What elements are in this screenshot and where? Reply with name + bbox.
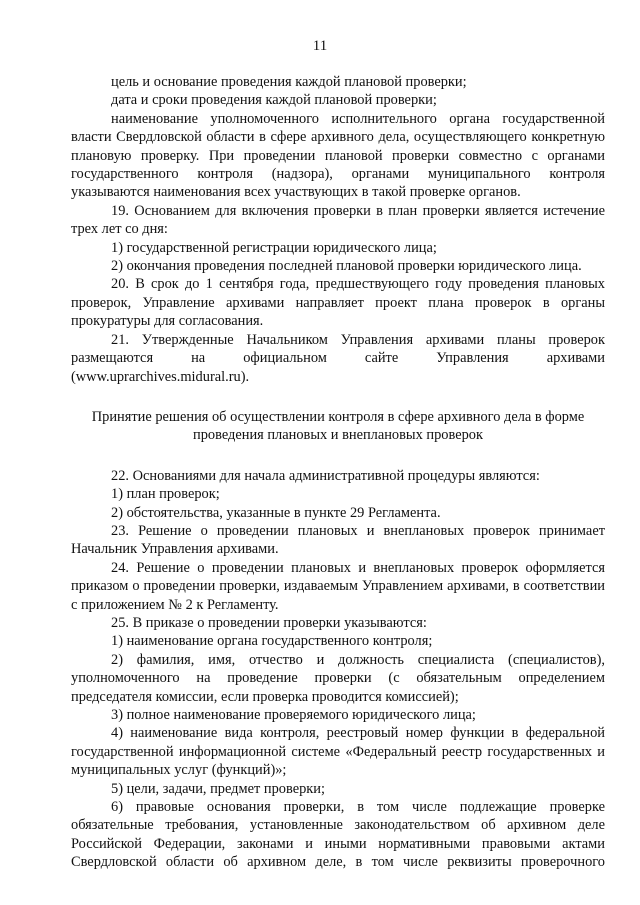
document-body (71, 73, 605, 872)
paragraph: цель и основание проведения каждой плановой проверки; (111, 74, 467, 90)
list-item: 6) правовые основания проверки, в том числе подлежащие проверке обязательные требования, установленные законодательством об архивном деле Российской Федерации, законами и иными нормативными правовыми актами Свердловской области об архивном деле, в том числе реквизиты проверочного (71, 799, 605, 871)
list-item: 1) наименование органа государственного контроля; (111, 633, 433, 650)
section-heading: Принятие решения об осуществлении контроля в сфере архивного дела в форме проведения плановых и внеплановых проверок (91, 408, 585, 444)
paragraph-item-20: 20. В срок до 1 сентября года, предшествующего году проведения плановых проверок, Управление архивами направляет проект плана проверок в органы прокуратуры для согласования. (71, 276, 605, 330)
list-item: 3) полное наименование проверяемого юридического лица; (111, 707, 476, 723)
list-item: 1) государственной регистрации юридического лица; (111, 239, 437, 256)
list-item: 4) наименование вида контроля, реестровый номер функции в федеральной государственной информационной системе «Федеральный реестр государственных и муниципальных услуг (функций)»; (71, 725, 605, 779)
page-number: 11 (312, 38, 328, 54)
paragraph: наименование уполномоченного исполнительного органа государственной власти Свердловской области в сфере архивного дела, осуществляющего конкретную плановую проверку. При проведении плановой проверки совместно с органами государственного контроля (надзора), органами муниципального контроля указываются наименования всех участвующих в такой проверке органов. (71, 110, 605, 201)
list-item: 2) окончания проведения последней плановой проверки юридического лица. (111, 258, 582, 275)
paragraph-item-19: 19. Основанием для включения проверки в план проверки является истечение трех лет со дня: (71, 202, 605, 238)
list-item: 1) план проверок; (111, 486, 220, 503)
paragraph-item-25: 25. В приказе о проведении проверки указываются: (111, 614, 427, 631)
list-item: 2) фамилия, имя, отчество и должность специалиста (специалистов), уполномоченного на проведение проверки (с обязательным определением председателя комиссии, если проверка проводится комиссией); (71, 651, 605, 705)
paragraph-item-24: 24. Решение о проведении плановых и внеплановых проверок оформляется приказом о проведении проверки, издаваемым Управлением архивами, в соответствии с приложением № 2 к Регламенту. (71, 559, 605, 613)
list-item: 5) цели, задачи, предмет проверки; (111, 780, 325, 797)
paragraph: дата и сроки проведения каждой плановой проверки; (111, 92, 437, 109)
paragraph-item-22: 22. Основаниями для начала административной процедуры являются: (111, 467, 540, 484)
paragraph-item-21: 21. Утвержденные Начальником Управления архивами планы проверок размещаются на официальном сайте Управления архивами (www.uprarchives.midural.ru). (71, 331, 605, 385)
paragraph-item-23: 23. Решение о проведении плановых и внеплановых проверок принимает Начальник Управления архивами. (71, 522, 605, 558)
list-item: 2) обстоятельства, указанные в пункте 29 Регламента. (111, 504, 441, 521)
